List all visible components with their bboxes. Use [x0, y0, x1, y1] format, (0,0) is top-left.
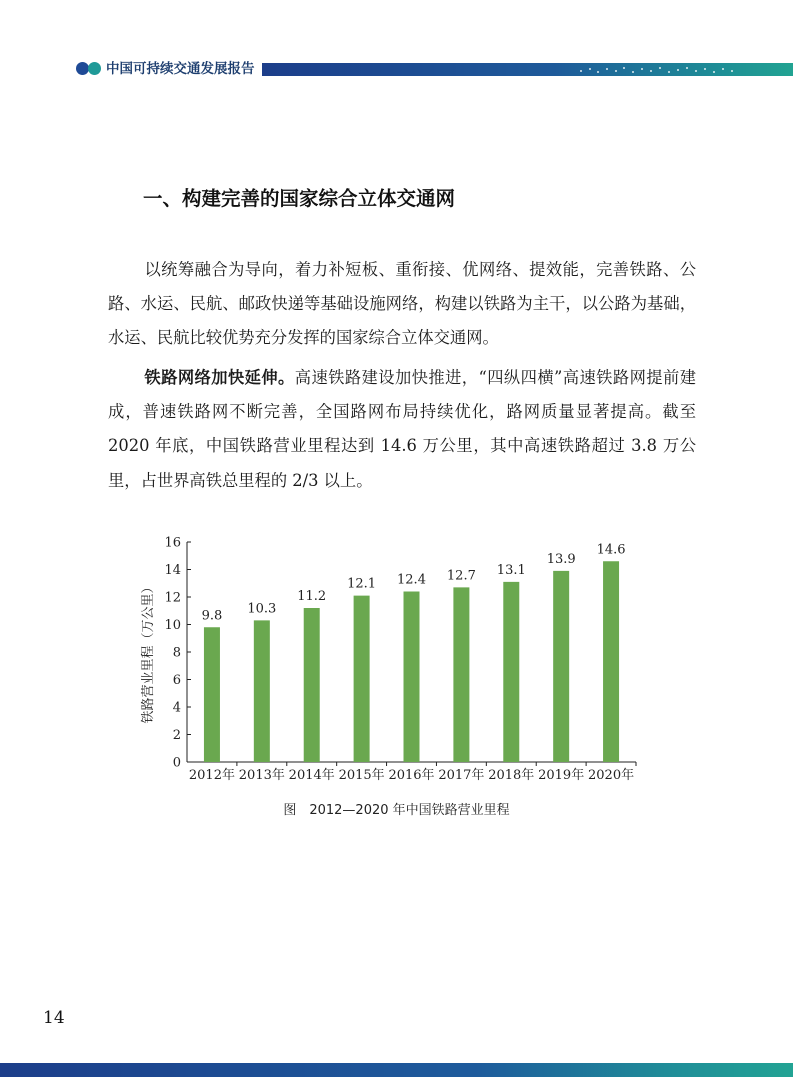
figure-caption: 图 2012—2020 年中国铁路营业里程 [283, 803, 510, 818]
bar-2015 [354, 596, 370, 762]
bar-2017 [453, 587, 469, 762]
footer-gradient-bar [0, 1063, 793, 1077]
running-header [76, 59, 793, 81]
bar-value-label: 12.7 [446, 568, 476, 584]
y-tick-label: 16 [164, 535, 181, 551]
railway-lead-phrase: 铁路网络加快延伸。 [144, 368, 295, 387]
y-tick-label: 14 [164, 563, 181, 578]
x-category-label: 2018年 [488, 768, 535, 783]
y-tick-label: 8 [172, 645, 181, 661]
bar-2020 [603, 561, 619, 762]
page-number: 14 [43, 1008, 65, 1028]
y-tick-label: 10 [164, 618, 181, 633]
bar-value-label: 13.9 [546, 551, 576, 567]
y-tick-label: 6 [172, 673, 181, 688]
y-tick-label: 0 [172, 755, 181, 771]
x-category-label: 2016年 [388, 768, 435, 783]
section-heading: 一、构建完善的国家综合立体交通网 [143, 187, 456, 210]
report-title: 中国可持续交通发展报告 [106, 61, 255, 77]
x-category-label: 2019年 [538, 768, 585, 783]
y-tick-label: 2 [172, 728, 181, 743]
railway-paragraph [108, 361, 696, 498]
x-category-label: 2013年 [238, 768, 285, 783]
x-category-label: 2017年 [438, 768, 485, 783]
bar-2012 [204, 627, 220, 762]
bar-value-label: 14.6 [596, 542, 626, 558]
railway-mileage-bar-chart [130, 530, 660, 790]
x-category-label: 2015年 [338, 768, 385, 783]
bar-2014 [304, 608, 320, 762]
intro-paragraph [108, 253, 696, 356]
bar-value-label: 12.4 [397, 572, 426, 588]
bar-2019 [553, 571, 569, 762]
bar-value-label: 9.8 [201, 608, 223, 624]
bar-value-label: 12.1 [347, 576, 377, 592]
bar-2016 [404, 592, 420, 763]
x-category-label: 2020年 [588, 768, 635, 783]
railway-body-text: 高速铁路建设加快推进，“四纵四横”高速铁路网提前建成，普速铁路网不断完善，全国路网布局持续优化，路网质量显著提高。截至 2020 年底，中国铁路营业里程达到 14.6 万公里，其中高速铁路超过 3.8 万公里，占世界高铁总里程的 2/3 以上。 [108, 368, 696, 490]
y-axis-title: 铁路营业里程（万公里） [141, 580, 156, 724]
y-tick-label: 4 [172, 700, 181, 716]
bar-2013 [254, 620, 270, 762]
header-teal-dot [88, 62, 101, 75]
x-category-label: 2014年 [288, 768, 335, 783]
bar-value-label: 11.2 [297, 589, 327, 604]
intro-text: 以统筹融合为导向，着力补短板、重衔接、优网络、提效能，完善铁路、公路、水运、民航、邮政快递等基础设施网络，构建以铁路为主干，以公路为基础，水运、民航比较优势充分发挥的国家综合立体交通网。 [108, 260, 696, 348]
header-dot-pattern [576, 65, 776, 75]
x-category-label: 2012年 [188, 768, 235, 783]
bar-2018 [503, 582, 519, 762]
bar-value-label: 10.3 [247, 601, 277, 617]
bar-value-label: 13.1 [496, 562, 526, 578]
y-tick-label: 12 [164, 590, 181, 606]
